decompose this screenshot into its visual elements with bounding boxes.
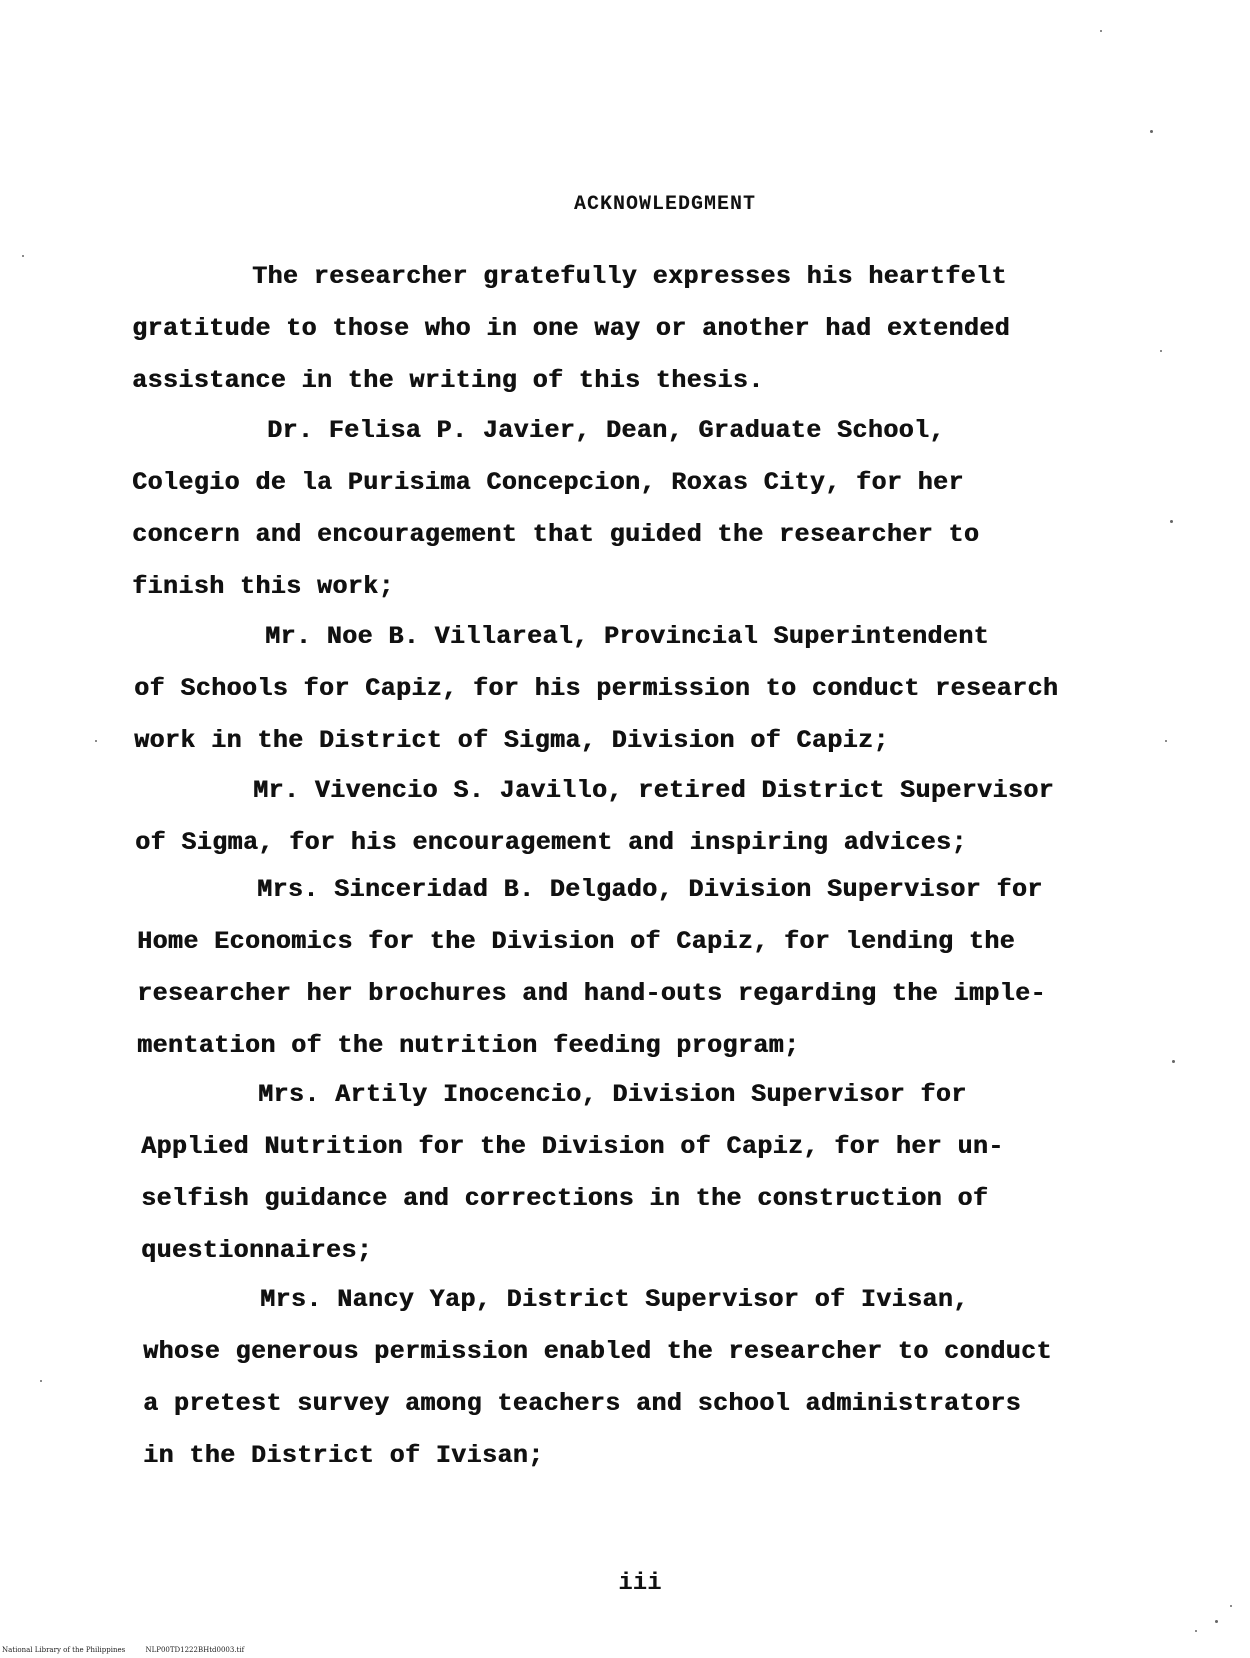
footer-library: National Library of the Philippines bbox=[2, 1646, 126, 1654]
text-line: Applied Nutrition for the Division of Capiz, for her un- bbox=[141, 1132, 1004, 1161]
scan-speckle bbox=[95, 740, 97, 742]
text-line: in the District of Ivisan; bbox=[143, 1441, 544, 1470]
footer-file: NLP00TD1222BHtd0003.tif bbox=[145, 1646, 245, 1654]
text-line: finish this work; bbox=[132, 572, 394, 601]
text-line: Home Economics for the Division of Capiz, for lending the bbox=[137, 927, 1015, 956]
page-title: ACKNOWLEDGMENT bbox=[573, 193, 757, 216]
text-line: questionnaires; bbox=[141, 1236, 373, 1265]
scan-speckle bbox=[40, 1380, 42, 1382]
text-line: mentation of the nutrition feeding program; bbox=[137, 1031, 800, 1060]
scan-speckle bbox=[1100, 30, 1102, 32]
scan-speckle bbox=[1215, 1620, 1218, 1623]
scan-speckle bbox=[1170, 520, 1173, 523]
text-line: researcher her brochures and hand-outs regarding the imple- bbox=[137, 979, 1046, 1008]
scan-speckle bbox=[1165, 740, 1167, 742]
scan-footer bbox=[2, 1646, 262, 1654]
text-line: Mr. Vivencio S. Javillo, retired District Supervisor bbox=[253, 776, 1054, 805]
scan-speckle bbox=[1230, 1605, 1232, 1607]
scan-speckle bbox=[1172, 1060, 1175, 1063]
text-line: Dr. Felisa P. Javier, Dean, Graduate School, bbox=[267, 416, 945, 445]
text-line: gratitude to those who in one way or another had extended bbox=[132, 314, 1010, 343]
text-line: The researcher gratefully expresses his heartfelt bbox=[252, 262, 1007, 291]
text-line: Mr. Noe B. Villareal, Provincial Superintendent bbox=[265, 622, 989, 651]
text-line: concern and encouragement that guided the researcher to bbox=[132, 520, 980, 549]
scan-speckle bbox=[22, 255, 24, 257]
text-line: work in the District of Sigma, Division of Capiz; bbox=[134, 726, 889, 755]
text-line: assistance in the writing of this thesis. bbox=[132, 366, 764, 395]
text-line: whose generous permission enabled the researcher to conduct bbox=[143, 1337, 1052, 1366]
text-line: Mrs. Sinceridad B. Delgado, Division Supervisor for bbox=[257, 875, 1043, 904]
scan-speckle bbox=[1150, 130, 1153, 133]
text-line: selfish guidance and corrections in the construction of bbox=[141, 1184, 989, 1213]
scan-speckle bbox=[1195, 1630, 1197, 1632]
page-number: iii bbox=[618, 1570, 662, 1597]
scan-speckle bbox=[1160, 350, 1162, 352]
text-line: Colegio de la Purisima Concepcion, Roxas City, for her bbox=[132, 468, 964, 497]
text-line: of Sigma, for his encouragement and inspiring advices; bbox=[135, 828, 967, 857]
text-line: Mrs. Artily Inocencio, Division Supervisor for bbox=[258, 1080, 967, 1109]
text-line: Mrs. Nancy Yap, District Supervisor of Ivisan, bbox=[260, 1285, 969, 1314]
text-line: a pretest survey among teachers and school administrators bbox=[143, 1389, 1021, 1418]
text-line: of Schools for Capiz, for his permission to conduct research bbox=[134, 674, 1059, 703]
